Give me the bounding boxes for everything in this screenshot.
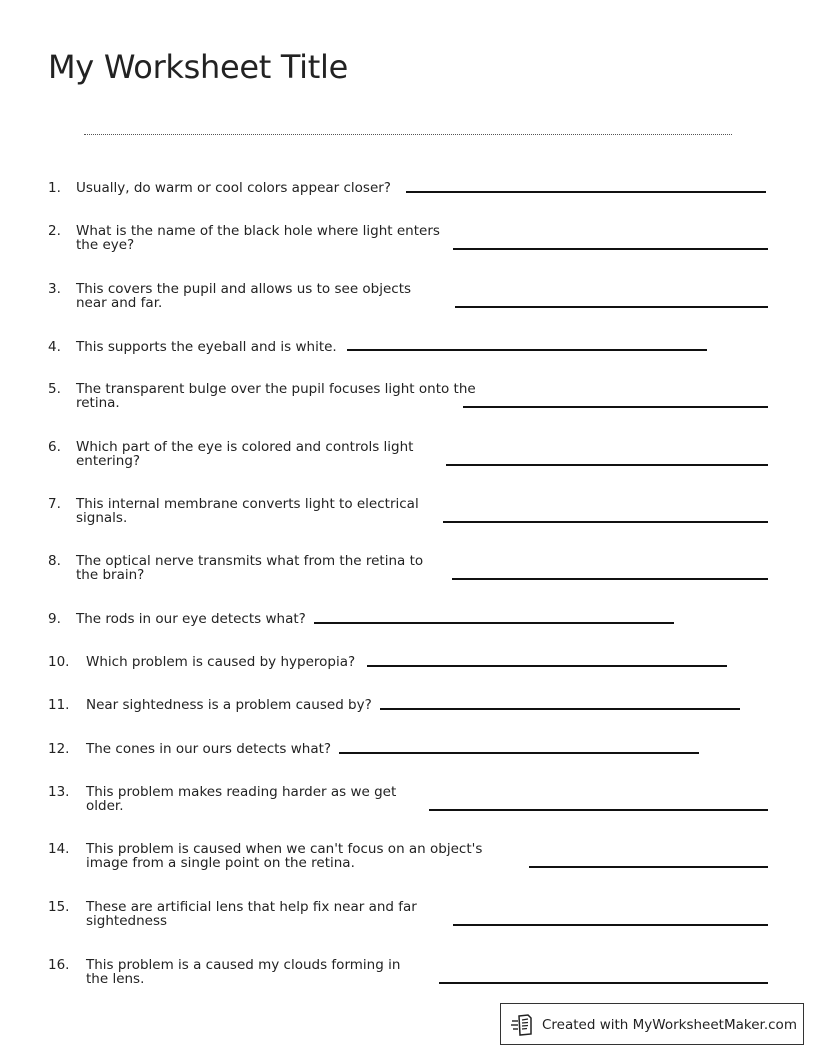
question-number: 12. — [48, 741, 70, 757]
answer-line[interactable] — [443, 521, 768, 523]
question-text: This problem makes reading harder as we get older. — [86, 784, 397, 814]
question-number: 1. — [48, 180, 61, 196]
answer-line[interactable] — [453, 924, 768, 926]
question-number: 10. — [48, 654, 70, 670]
answer-line[interactable] — [380, 708, 740, 710]
question-number: 6. — [48, 439, 61, 455]
question-number: 13. — [48, 784, 70, 800]
worksheet-maker-logo-icon — [511, 1013, 535, 1037]
question-number: 9. — [48, 611, 61, 627]
question-text: This covers the pupil and allows us to see objects near and far. — [76, 281, 412, 311]
question-number: 2. — [48, 223, 61, 239]
answer-line[interactable] — [439, 982, 768, 984]
question-text: Usually, do warm or cool colors appear closer? — [76, 180, 391, 196]
question-text: Near sightedness is a problem caused by? — [86, 697, 372, 713]
question-text: This internal membrane converts light to electrical signals. — [76, 496, 419, 526]
question-text: What is the name of the black hole where light enters the eye? — [76, 223, 440, 253]
footer-text: Created with MyWorksheetMaker.com — [542, 1017, 797, 1033]
question-number: 15. — [48, 899, 70, 915]
question-text: The optical nerve transmits what from the retina to the brain? — [76, 553, 424, 583]
answer-line[interactable] — [314, 622, 674, 624]
question-text: The cones in our ours detects what? — [86, 741, 332, 757]
answer-line[interactable] — [453, 248, 768, 250]
question-text: The rods in our eye detects what? — [76, 611, 306, 627]
question-number: 14. — [48, 841, 70, 857]
answer-line[interactable] — [406, 191, 766, 193]
answer-line[interactable] — [429, 809, 768, 811]
answer-line[interactable] — [455, 306, 768, 308]
question-text: Which problem is caused by hyperopia? — [86, 654, 356, 670]
answer-line[interactable] — [452, 578, 768, 580]
question-text: This problem is a caused my clouds forming in the lens. — [86, 957, 401, 987]
question-number: 3. — [48, 281, 61, 297]
question-number: 5. — [48, 381, 61, 397]
worksheet-title: My Worksheet Title — [48, 48, 348, 86]
question-text: This problem is caused when we can't focus on an object's image from a single point on the retina. — [86, 841, 483, 871]
question-text: These are artificial lens that help fix near and far sightedness — [86, 899, 417, 929]
name-line — [84, 134, 732, 135]
question-number: 8. — [48, 553, 61, 569]
answer-line[interactable] — [463, 406, 768, 408]
answer-line[interactable] — [529, 866, 768, 868]
question-text: Which part of the eye is colored and controls light entering? — [76, 439, 414, 469]
answer-line[interactable] — [347, 349, 707, 351]
question-text: The transparent bulge over the pupil focuses light onto the retina. — [76, 381, 476, 411]
question-number: 7. — [48, 496, 61, 512]
question-text: This supports the eyeball and is white. — [76, 339, 337, 355]
answer-line[interactable] — [446, 464, 768, 466]
question-number: 16. — [48, 957, 70, 973]
answer-line[interactable] — [339, 752, 699, 754]
question-number: 11. — [48, 697, 70, 713]
answer-line[interactable] — [367, 665, 727, 667]
question-number: 4. — [48, 339, 61, 355]
footer-badge — [500, 1003, 804, 1045]
